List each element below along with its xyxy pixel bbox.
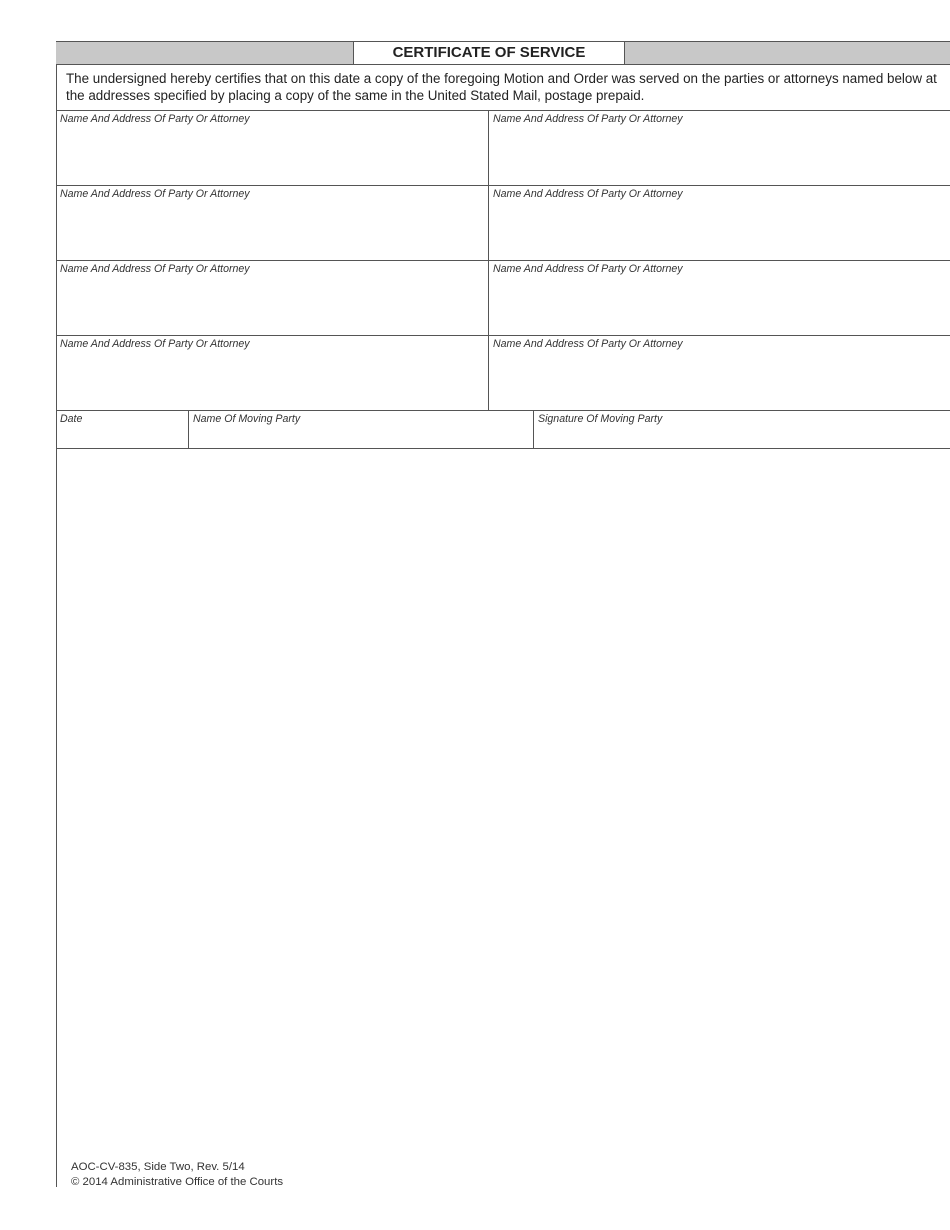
moving-party-label: Name Of Moving Party	[193, 413, 301, 425]
header-shade-left	[56, 42, 353, 64]
party-field-label: Name And Address Of Party Or Attorney	[60, 338, 250, 350]
party-field-label: Name And Address Of Party Or Attorney	[493, 113, 683, 125]
party-row-4	[56, 336, 950, 411]
party-field-label: Name And Address Of Party Or Attorney	[493, 188, 683, 200]
party-field-label: Name And Address Of Party Or Attorney	[493, 338, 683, 350]
copyright-notice: © 2014 Administrative Office of the Courts	[71, 1176, 284, 1188]
party-field-5[interactable]	[56, 261, 489, 335]
form-title: CERTIFICATE OF SERVICE	[353, 42, 625, 64]
signature-field[interactable]	[534, 411, 950, 448]
party-row-1	[56, 111, 950, 186]
certification-text: The undersigned hereby certifies that on this date a copy of the foregoing Motion and Order was served on the parties or attorneys named below at the addresses specified by placing a copy of the same in the United Stated Mail, postage prepaid.	[56, 65, 950, 111]
party-row-2	[56, 186, 950, 261]
party-field-3[interactable]	[56, 186, 489, 260]
party-field-label: Name And Address Of Party Or Attorney	[60, 113, 250, 125]
party-field-7[interactable]	[56, 336, 489, 410]
date-field[interactable]	[56, 411, 189, 448]
moving-party-name-field[interactable]	[189, 411, 534, 448]
header-shade-right	[625, 42, 950, 64]
party-field-label: Name And Address Of Party Or Attorney	[493, 263, 683, 275]
form-id: AOC-CV-835, Side Two, Rev. 5/14	[71, 1161, 245, 1173]
party-field-6[interactable]	[489, 261, 950, 335]
signature-label: Signature Of Moving Party	[538, 413, 663, 425]
party-field-8[interactable]	[489, 336, 950, 410]
date-label: Date	[60, 413, 83, 425]
signature-row	[56, 411, 950, 449]
party-field-label: Name And Address Of Party Or Attorney	[60, 188, 250, 200]
party-field-2[interactable]	[489, 111, 950, 185]
party-field-4[interactable]	[489, 186, 950, 260]
form-footer	[71, 1160, 283, 1190]
party-row-3	[56, 261, 950, 336]
party-field-1[interactable]	[56, 111, 489, 185]
certificate-of-service-form	[56, 41, 950, 449]
form-header	[56, 41, 950, 65]
party-field-label: Name And Address Of Party Or Attorney	[60, 263, 250, 275]
